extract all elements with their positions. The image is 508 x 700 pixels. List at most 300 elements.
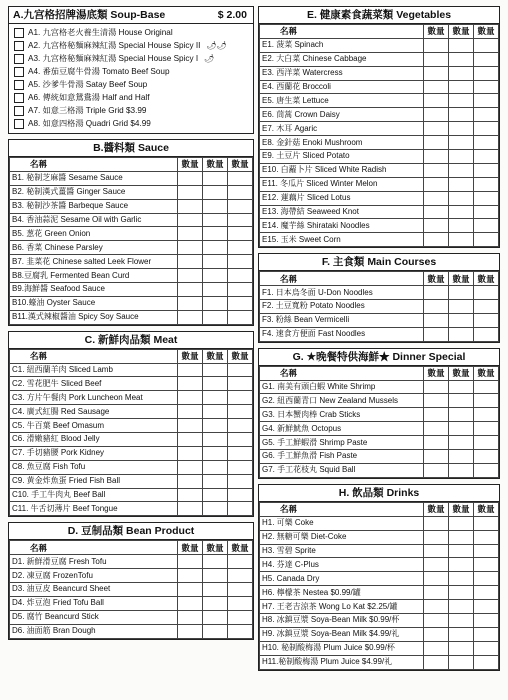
menu-item-name: H1. 可樂 Coke [260,516,424,530]
quantity-cell[interactable] [203,596,228,610]
sauce-panel [8,139,254,326]
quantity-cell[interactable] [449,655,474,669]
quantity-cell[interactable] [228,624,253,638]
table-row [260,191,499,205]
quantity-cell[interactable] [449,516,474,530]
menu-item-name: C5. 牛百葉 Beef Omasum [10,419,178,433]
quantity-cell[interactable] [203,569,228,583]
quantity-cell[interactable] [449,558,474,572]
quantity-cell[interactable] [474,544,499,558]
quantity-cell[interactable] [203,405,228,419]
quantity-cell[interactable] [449,394,474,408]
quantity-cell[interactable] [424,408,449,422]
quantity-cell[interactable] [474,641,499,655]
table-row [260,394,499,408]
quantity-cell[interactable] [449,641,474,655]
quantity-cell[interactable] [178,283,203,297]
table-header-row [10,541,253,555]
soup-checkbox[interactable] [14,80,24,90]
quantity-cell[interactable] [474,94,499,108]
quantity-cell[interactable] [424,108,449,122]
quantity-cell[interactable] [474,136,499,150]
quantity-cell[interactable] [449,66,474,80]
quantity-cell[interactable] [228,446,253,460]
quantity-cell[interactable] [228,474,253,488]
bean-product-table [9,540,253,638]
quantity-cell[interactable] [178,419,203,433]
quantity-cell[interactable] [203,433,228,447]
menu-item-name: E15. 玉米 Sweet Corn [260,233,424,247]
quantity-cell[interactable] [449,136,474,150]
quantity-cell[interactable] [424,163,449,177]
menu-item-name: D3. 油豆皮 Beancurd Sheet [10,583,178,597]
quantity-cell[interactable] [449,327,474,341]
table-row [260,450,499,464]
column-header-quantity: 數量 [178,158,203,172]
quantity-cell[interactable] [228,433,253,447]
quantity-cell[interactable] [228,569,253,583]
table-row [260,205,499,219]
quantity-cell[interactable] [178,433,203,447]
quantity-cell[interactable] [178,446,203,460]
main-courses-title: F. 主食類 Main Courses [259,254,499,271]
menu-item-name: E4. 西蘭花 Broccoli [260,80,424,94]
quantity-cell[interactable] [203,363,228,377]
quantity-cell[interactable] [474,163,499,177]
quantity-cell[interactable] [178,377,203,391]
quantity-cell[interactable] [228,502,253,516]
vegetables-title: E. 健康素食蔬菜類 Vegetables [259,7,499,24]
quantity-cell[interactable] [178,596,203,610]
column-header-quantity: 數量 [449,272,474,286]
quantity-cell[interactable] [424,463,449,477]
quantity-cell[interactable] [228,488,253,502]
table-row [10,433,253,447]
quantity-cell[interactable] [424,558,449,572]
table-row [260,38,499,52]
quantity-cell[interactable] [449,108,474,122]
table-row [260,52,499,66]
quantity-cell[interactable] [424,38,449,52]
quantity-cell[interactable] [474,613,499,627]
quantity-cell[interactable] [228,460,253,474]
menu-item-name: G3. 日本蟹肉棒 Crab Sticks [260,408,424,422]
dinner-special-panel [258,348,500,479]
quantity-cell[interactable] [424,530,449,544]
soup-checkbox[interactable] [14,106,24,116]
quantity-cell[interactable] [474,516,499,530]
menu-item-name: F1. 日本烏冬面 U-Don Noodles [260,286,424,300]
quantity-cell[interactable] [474,655,499,669]
column-header-name: 名稱 [10,158,178,172]
quantity-cell[interactable] [449,436,474,450]
menu-item-name: E14. 魔芋絲 Shirataki Noodles [260,219,424,233]
quantity-cell[interactable] [203,474,228,488]
quantity-cell[interactable] [228,213,253,227]
quantity-cell[interactable] [178,213,203,227]
quantity-cell[interactable] [449,122,474,136]
quantity-cell[interactable] [424,205,449,219]
quantity-cell[interactable] [449,163,474,177]
menu-item-name: C4. 廣式紅腸 Red Sausage [10,405,178,419]
quantity-cell[interactable] [178,227,203,241]
soup-base-item[interactable] [9,104,253,117]
quantity-cell[interactable] [424,233,449,247]
quantity-cell[interactable] [178,555,203,569]
quantity-cell[interactable] [424,422,449,436]
menu-item-name: E13. 海帶結 Seaweed Knot [260,205,424,219]
quantity-cell[interactable] [424,313,449,327]
quantity-cell[interactable] [424,516,449,530]
menu-item-name: B8.豆腐乳 Fermented Bean Curd [10,269,178,283]
column-header-name: 名稱 [260,502,424,516]
table-row [260,177,499,191]
quantity-cell[interactable] [203,283,228,297]
main-courses-panel [258,253,500,342]
vegetables-table [259,24,499,247]
quantity-cell[interactable] [228,391,253,405]
quantity-cell[interactable] [203,488,228,502]
quantity-cell[interactable] [474,436,499,450]
quantity-cell[interactable] [424,136,449,150]
quantity-cell[interactable] [474,66,499,80]
quantity-cell[interactable] [449,94,474,108]
soup-base-item[interactable] [9,91,253,104]
quantity-cell[interactable] [424,80,449,94]
quantity-cell[interactable] [178,310,203,324]
quantity-cell[interactable] [203,377,228,391]
quantity-cell[interactable] [449,233,474,247]
quantity-cell[interactable] [424,191,449,205]
table-row [260,627,499,641]
quantity-cell[interactable] [228,199,253,213]
quantity-cell[interactable] [474,327,499,341]
quantity-cell[interactable] [449,450,474,464]
soup-base-label: A7. 如意三格湯 Triple Grid $3.99 [28,106,147,115]
quantity-cell[interactable] [228,296,253,310]
quantity-cell[interactable] [474,572,499,586]
quantity-cell[interactable] [449,380,474,394]
soup-checkbox[interactable] [14,67,24,77]
quantity-cell[interactable] [203,310,228,324]
quantity-cell[interactable] [178,610,203,624]
quantity-cell[interactable] [203,241,228,255]
quantity-cell[interactable] [178,363,203,377]
quantity-cell[interactable] [424,544,449,558]
quantity-cell[interactable] [178,296,203,310]
soup-base-label: A6. 傳統如意鴛鴦湯 Half and Half [28,93,150,102]
menu-item-name: H7. 王老吉涼茶 Wong Lo Kat $2.25/罐 [260,600,424,614]
quantity-cell[interactable] [474,600,499,614]
quantity-cell[interactable] [474,450,499,464]
soup-checkbox[interactable] [14,54,24,64]
quantity-cell[interactable] [449,422,474,436]
quantity-cell[interactable] [178,488,203,502]
soup-base-item[interactable] [9,65,253,78]
menu-item-name: C8. 魚豆腐 Fish Tofu [10,460,178,474]
quantity-cell[interactable] [474,313,499,327]
quantity-cell[interactable] [474,205,499,219]
meat-table [9,349,253,517]
quantity-cell[interactable] [228,227,253,241]
quantity-cell[interactable] [424,450,449,464]
quantity-cell[interactable] [424,641,449,655]
quantity-cell[interactable] [449,408,474,422]
quantity-cell[interactable] [424,177,449,191]
soup-base-item[interactable] [9,117,253,130]
menu-item-name: B6. 香菜 Chinese Parsley [10,241,178,255]
menu-item-name: H10. 秘制酸梅湯 Plum Juice $0.99/杯 [260,641,424,655]
quantity-cell[interactable] [178,460,203,474]
quantity-cell[interactable] [424,52,449,66]
quantity-cell[interactable] [424,94,449,108]
chili-pepper-icon: 🌶🌶 [206,41,227,50]
soup-base-item[interactable] [9,52,253,65]
column-header-quantity: 數量 [228,349,253,363]
quantity-cell[interactable] [474,150,499,164]
quantity-cell[interactable] [449,52,474,66]
quantity-cell[interactable] [424,655,449,669]
soup-base-label: A1. 九宫格老火養生清湯 House Original [28,28,173,37]
quantity-cell[interactable] [228,241,253,255]
table-row [260,641,499,655]
quantity-cell[interactable] [449,150,474,164]
soup-base-item[interactable] [9,26,253,39]
quantity-cell[interactable] [449,38,474,52]
quantity-cell[interactable] [203,555,228,569]
soup-checkbox[interactable] [14,41,24,51]
quantity-cell[interactable] [474,394,499,408]
quantity-cell[interactable] [228,596,253,610]
menu-item-name: F2. 土豆寬粉 Potato Noodles [260,300,424,314]
menu-item-name: C3. 方片午餐肉 Pork Luncheon Meat [10,391,178,405]
column-header-quantity: 數量 [474,272,499,286]
menu-item-name: H8. 冰鎮豆漿 Soya-Bean Milk $0.99/杯 [260,613,424,627]
quantity-cell[interactable] [203,296,228,310]
quantity-cell[interactable] [424,327,449,341]
menu-item-name: H2. 無糖可樂 Diet-Coke [260,530,424,544]
quantity-cell[interactable] [178,569,203,583]
quantity-cell[interactable] [228,610,253,624]
table-row [260,558,499,572]
quantity-cell[interactable] [228,583,253,597]
menu-item-name: E1. 菠菜 Spinach [260,38,424,52]
quantity-cell[interactable] [203,391,228,405]
quantity-cell[interactable] [203,199,228,213]
table-row [10,185,253,199]
quantity-cell[interactable] [449,313,474,327]
quantity-cell[interactable] [178,199,203,213]
soup-base-label: A4. 番茄豆腐牛骨湯 Tomato Beef Soup [28,67,170,76]
column-header-quantity: 數量 [424,272,449,286]
table-row [260,655,499,669]
column-header-quantity: 數量 [178,541,203,555]
soup-base-item[interactable] [9,78,253,91]
quantity-cell[interactable] [228,171,253,185]
quantity-cell[interactable] [424,219,449,233]
quantity-cell[interactable] [228,377,253,391]
table-row [260,94,499,108]
quantity-cell[interactable] [449,613,474,627]
quantity-cell[interactable] [178,583,203,597]
quantity-cell[interactable] [449,300,474,314]
quantity-cell[interactable] [228,255,253,269]
quantity-cell[interactable] [449,286,474,300]
quantity-cell[interactable] [474,108,499,122]
quantity-cell[interactable] [449,463,474,477]
quantity-cell[interactable] [449,600,474,614]
quantity-cell[interactable] [228,185,253,199]
column-header-quantity: 數量 [424,366,449,380]
quantity-cell[interactable] [474,52,499,66]
table-row [260,422,499,436]
soup-checkbox[interactable] [14,28,24,38]
soup-base-title-bar [9,7,253,24]
quantity-cell[interactable] [474,380,499,394]
quantity-cell[interactable] [449,205,474,219]
quantity-cell[interactable] [178,405,203,419]
quantity-cell[interactable] [203,610,228,624]
quantity-cell[interactable] [449,544,474,558]
quantity-cell[interactable] [424,394,449,408]
quantity-cell[interactable] [449,586,474,600]
quantity-cell[interactable] [203,185,228,199]
soup-base-item[interactable] [9,39,253,52]
quantity-cell[interactable] [424,300,449,314]
quantity-cell[interactable] [424,572,449,586]
quantity-cell[interactable] [178,241,203,255]
quantity-cell[interactable] [474,463,499,477]
column-header-name: 名稱 [260,272,424,286]
menu-item-name: H9. 冰鎮豆漿 Soya-Bean Milk $4.99/礼 [260,627,424,641]
quantity-cell[interactable] [178,185,203,199]
quantity-cell[interactable] [178,391,203,405]
quantity-cell[interactable] [449,530,474,544]
quantity-cell[interactable] [203,624,228,638]
quantity-cell[interactable] [424,150,449,164]
quantity-cell[interactable] [203,446,228,460]
quantity-cell[interactable] [203,502,228,516]
quantity-cell[interactable] [449,191,474,205]
quantity-cell[interactable] [228,419,253,433]
table-row [260,530,499,544]
quantity-cell[interactable] [474,177,499,191]
quantity-cell[interactable] [228,405,253,419]
quantity-cell[interactable] [178,171,203,185]
quantity-cell[interactable] [474,558,499,572]
table-row [10,171,253,185]
table-row [10,255,253,269]
quantity-cell[interactable] [228,269,253,283]
drinks-panel [258,484,500,671]
menu-item-name: D6. 油面筋 Bran Dough [10,624,178,638]
quantity-cell[interactable] [474,627,499,641]
table-header-row [10,349,253,363]
column-header-quantity: 數量 [424,502,449,516]
soup-checkbox[interactable] [14,93,24,103]
quantity-cell[interactable] [203,460,228,474]
table-row [260,300,499,314]
quantity-cell[interactable] [203,171,228,185]
quantity-cell[interactable] [424,586,449,600]
quantity-cell[interactable] [474,80,499,94]
quantity-cell[interactable] [449,80,474,94]
quantity-cell[interactable] [424,436,449,450]
table-row [10,460,253,474]
quantity-cell[interactable] [449,627,474,641]
quantity-cell[interactable] [449,177,474,191]
quantity-cell[interactable] [474,530,499,544]
quantity-cell[interactable] [474,586,499,600]
quantity-cell[interactable] [474,300,499,314]
column-header-quantity: 數量 [203,541,228,555]
quantity-cell[interactable] [228,363,253,377]
table-row [10,596,253,610]
quantity-cell[interactable] [474,122,499,136]
quantity-cell[interactable] [424,613,449,627]
menu-item-name: C1. 紐西蘭羊肉 Sliced Lamb [10,363,178,377]
quantity-cell[interactable] [228,310,253,324]
column-header-quantity: 數量 [449,25,474,39]
quantity-cell[interactable] [474,422,499,436]
quantity-cell[interactable] [178,269,203,283]
table-row [260,436,499,450]
quantity-cell[interactable] [228,555,253,569]
quantity-cell[interactable] [474,233,499,247]
quantity-cell[interactable] [203,213,228,227]
menu-item-name: B7. 韭菜花 Chinese salted Leek Flower [10,255,178,269]
quantity-cell[interactable] [474,286,499,300]
quantity-cell[interactable] [203,255,228,269]
quantity-cell[interactable] [424,380,449,394]
quantity-cell[interactable] [424,627,449,641]
quantity-cell[interactable] [178,502,203,516]
quantity-cell[interactable] [424,66,449,80]
menu-item-name: E2. 大白菜 Chinese Cabbage [260,52,424,66]
table-row [10,241,253,255]
quantity-cell[interactable] [228,283,253,297]
quantity-cell[interactable] [178,474,203,488]
table-row [10,488,253,502]
soup-checkbox[interactable] [14,119,24,129]
soup-base-price: $ 2.00 [217,9,247,21]
quantity-cell[interactable] [178,624,203,638]
quantity-cell[interactable] [203,269,228,283]
quantity-cell[interactable] [424,600,449,614]
quantity-cell[interactable] [474,408,499,422]
table-header-row [10,158,253,172]
quantity-cell[interactable] [424,286,449,300]
column-header-quantity: 數量 [228,541,253,555]
table-row [260,122,499,136]
quantity-cell[interactable] [203,227,228,241]
quantity-cell[interactable] [474,38,499,52]
quantity-cell[interactable] [474,191,499,205]
table-row [260,586,499,600]
menu-item-name: C11. 牛舌切薄片 Beef Tongue [10,502,178,516]
quantity-cell[interactable] [424,122,449,136]
quantity-cell[interactable] [449,219,474,233]
quantity-cell[interactable] [178,255,203,269]
quantity-cell[interactable] [449,572,474,586]
menu-item-name: E12. 蓮藕片 Sliced Lotus [260,191,424,205]
table-row [10,310,253,324]
quantity-cell[interactable] [474,219,499,233]
column-header-quantity: 數量 [178,349,203,363]
quantity-cell[interactable] [203,419,228,433]
quantity-cell[interactable] [203,583,228,597]
menu-item-name: G5. 手工鮮蝦滑 Shrimp Paste [260,436,424,450]
